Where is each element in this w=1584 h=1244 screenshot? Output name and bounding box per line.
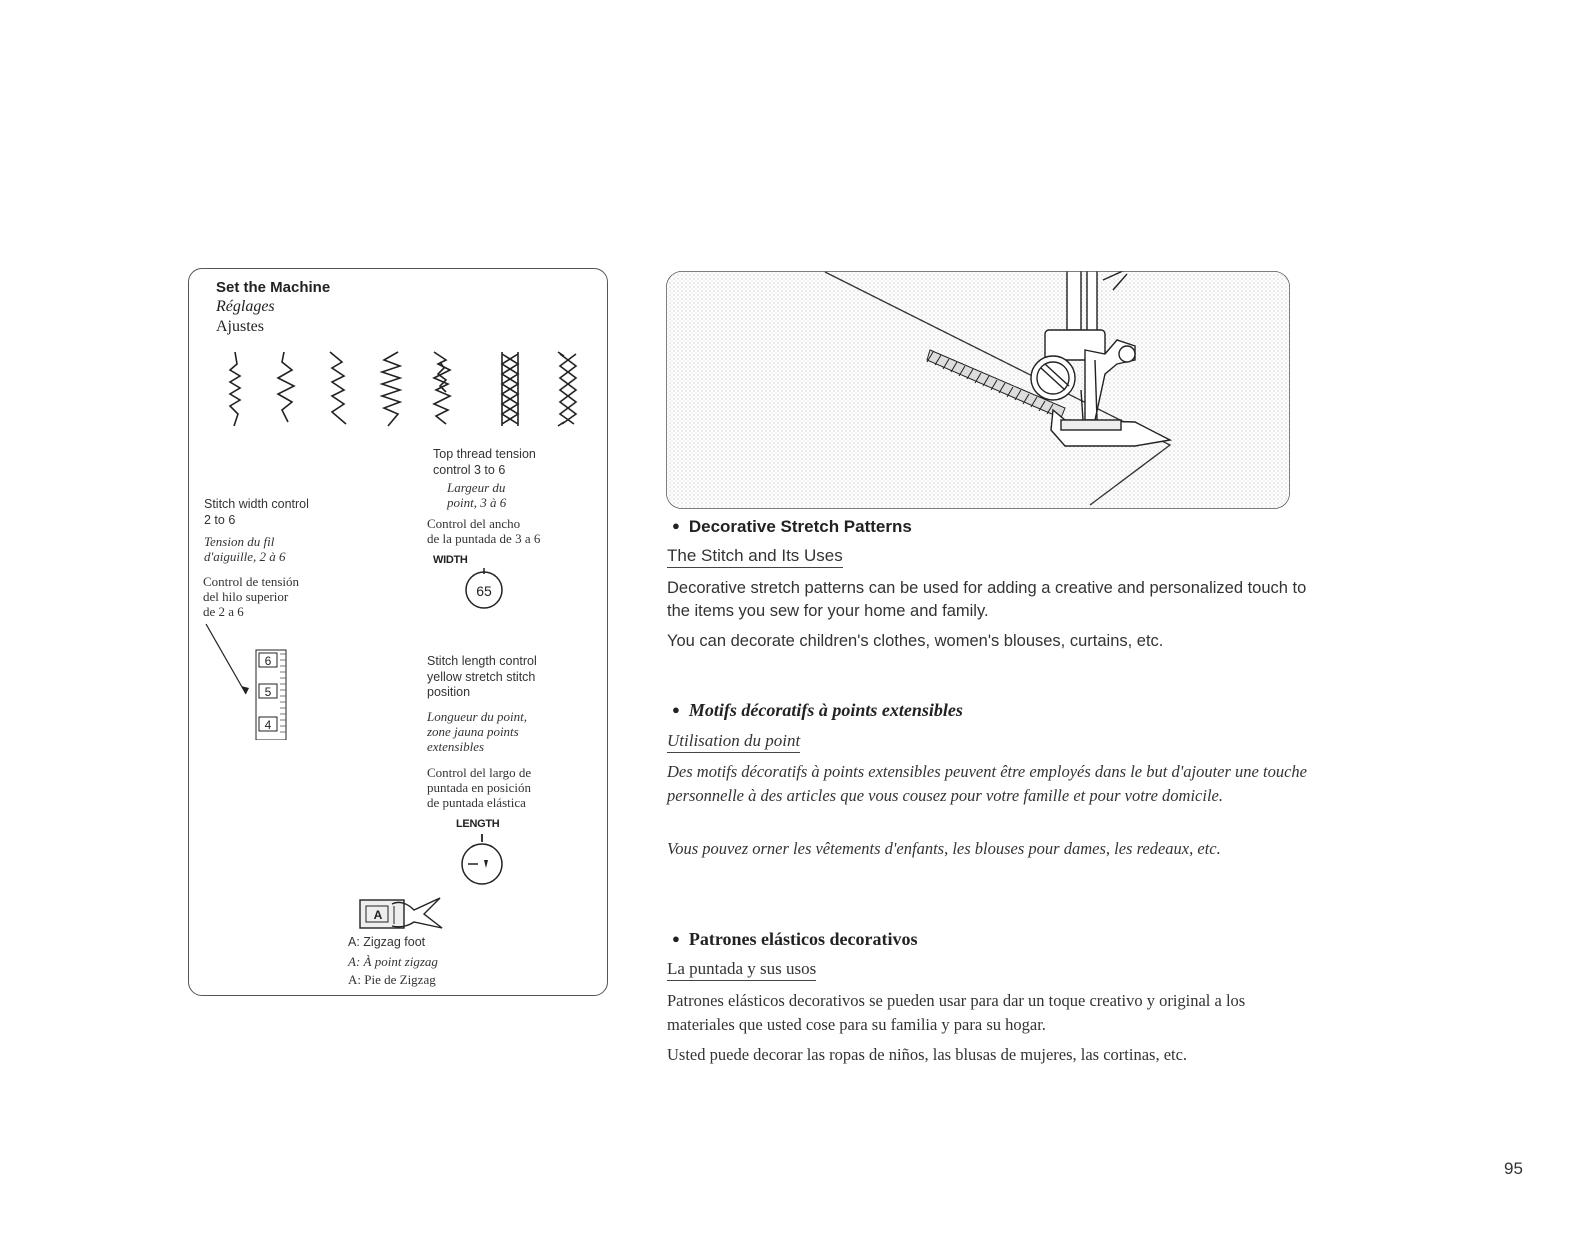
french-heading: ● Motifs décoratifs à points extensibles	[672, 700, 963, 720]
zigzag-foot-icon	[358, 896, 444, 932]
length-dial-icon	[458, 832, 508, 888]
width-dial-icon	[462, 566, 506, 610]
foot-label-es: A: Pie de Zigzag	[348, 972, 436, 987]
stretch-stitch-1-icon	[230, 352, 240, 426]
panel-title-fr: Réglages	[216, 298, 275, 315]
spanish-subheading: La puntada y sus usos	[667, 959, 816, 981]
stretch-stitch-3-icon	[330, 352, 346, 424]
foot-label-fr: A: À point zigzag	[348, 954, 438, 969]
stretch-stitch-2-icon	[278, 352, 294, 422]
stitch-length-es: Control del largo de puntada en posición de puntada elástica	[427, 765, 532, 810]
tension-scale-icon	[200, 620, 300, 740]
top-thread-fr: Largeur du point, 3 à 6	[447, 480, 507, 510]
spanish-paragraph-1: Patrones elásticos decorativos se pueden usar para dar un toque creativo y original a los materiales que usted cose para su familia y para su hogar.	[667, 991, 1246, 1034]
french-paragraph-2: Vous pouvez orner les vêtements d'enfants, les blouses pour dames, les redeaux, etc.	[667, 839, 1221, 858]
english-subheading: The Stitch and Its Uses	[667, 546, 843, 568]
stretch-stitch-4-icon	[382, 352, 400, 426]
stitch-patterns-row	[218, 348, 598, 430]
stretch-stitch-7-icon	[558, 352, 576, 426]
stitch-length-fr: Longueur du point, zone jauna points extensibles	[427, 709, 528, 754]
bullet-icon: ●	[672, 931, 680, 946]
tension-4: 4	[264, 718, 272, 732]
tension-6: 6	[264, 654, 272, 668]
stretch-stitch-5-icon	[434, 352, 450, 424]
stitch-width-es: Control de tensión del hilo superior de 2 a 6	[203, 574, 300, 619]
stitch-width-en: Stitch width control 2 to 6	[204, 497, 309, 527]
bullet-icon: ●	[672, 702, 680, 717]
foot-code: A	[373, 908, 383, 922]
spanish-paragraph-2: Usted puede decorar las ropas de niños, las blusas de mujeres, las cortinas, etc.	[667, 1045, 1188, 1064]
top-thread-es: Control del ancho de la puntada de 3 a 6	[427, 516, 541, 546]
french-subheading: Utilisation du point	[667, 731, 800, 753]
width-dial-label: WIDTH	[433, 554, 468, 566]
stretch-stitch-6-icon	[502, 352, 518, 426]
stitch-width-fr: Tension du fil d'aiguille, 2 à 6	[204, 534, 286, 564]
width-dial-value: 65	[476, 583, 492, 599]
sewing-illustration	[665, 270, 1291, 510]
top-thread-en: Top thread tension control 3 to 6	[433, 447, 536, 477]
panel-title-es: Ajustes	[216, 318, 264, 335]
stitch-length-en: Stitch length control yellow stretch stitch position	[427, 654, 537, 699]
french-paragraph-1: Des motifs décoratifs à points extensibles peuvent être employés dans le but d'ajouter une touche personnelle à des articles que vous cousez pour votre famille et pour votre domicile.	[667, 762, 1307, 805]
panel-title-en: Set the Machine	[216, 279, 331, 296]
english-heading: ● Decorative Stretch Patterns	[672, 517, 912, 536]
foot-label-en: A: Zigzag foot	[348, 935, 426, 949]
english-paragraph-1: Decorative stretch patterns can be used for adding a creative and personalized touch to the items you sew for your home and family.	[667, 579, 1307, 620]
english-paragraph-2: You can decorate children's clothes, women's blouses, curtains, etc.	[667, 632, 1164, 650]
spanish-heading: ● Patrones elásticos decorativos	[672, 929, 918, 949]
tension-5: 5	[264, 685, 272, 699]
bullet-icon: ●	[672, 518, 680, 533]
page-number: 95	[1504, 1159, 1523, 1178]
length-dial-label: LENGTH	[456, 818, 500, 830]
